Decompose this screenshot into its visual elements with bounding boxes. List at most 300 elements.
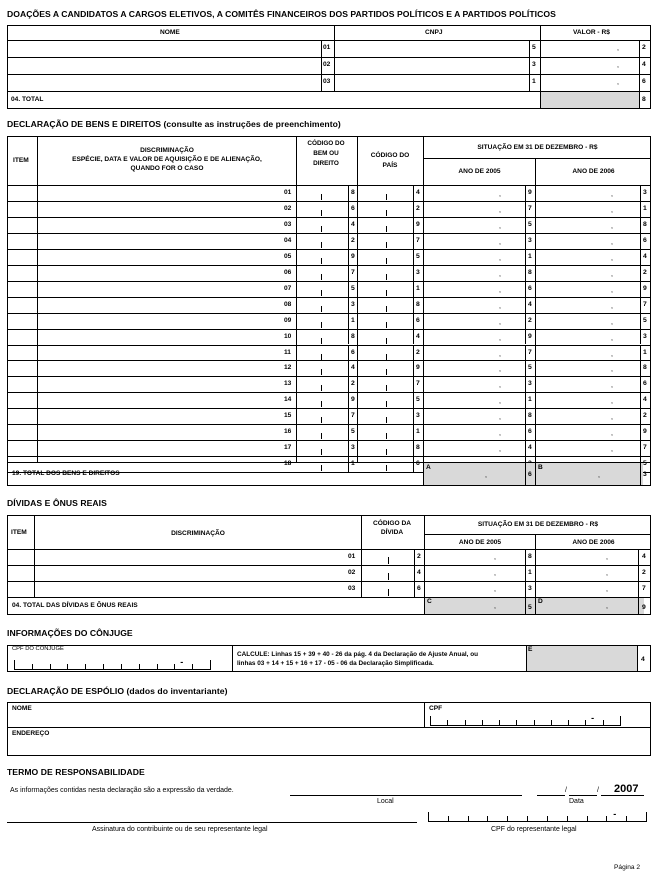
bens-b-comma: , — [611, 430, 613, 438]
bens-discriminacao-field[interactable] — [38, 282, 282, 296]
bens-cod-dv: 5 — [351, 428, 355, 436]
dividas-b-dv: 4 — [642, 553, 646, 560]
bens-pais-sep — [413, 424, 414, 440]
bens-pais-tick — [386, 433, 387, 439]
bens-2005-field[interactable] — [424, 346, 524, 360]
bens-a-dv: 9 — [528, 189, 532, 196]
bens-2005-field[interactable] — [424, 441, 524, 455]
dividas-total-c-letter: C — [427, 598, 432, 605]
bens-a-dv: 9 — [528, 332, 532, 340]
bens-pais-dv: 3 — [416, 412, 420, 420]
doacoes-cnpj-field[interactable] — [335, 41, 528, 56]
bens-pais-sep — [413, 360, 414, 376]
bens-row-number: 07 — [284, 284, 292, 292]
assinatura-line[interactable] — [7, 822, 417, 823]
bens-a-dv: 5 — [528, 364, 532, 372]
bens-cod-dv: 9 — [351, 252, 355, 260]
bens-discriminacao-field[interactable] — [38, 266, 282, 280]
dividas-col-cod: CÓDIGO DA DÍVIDA — [372, 520, 412, 537]
doacoes-valor-field[interactable] — [541, 75, 638, 90]
bens-2006-field[interactable] — [536, 377, 639, 391]
espolio-box — [7, 702, 651, 756]
bens-a-comma: , — [499, 398, 501, 406]
bens-2006-field[interactable] — [536, 314, 639, 328]
bens-2006-field[interactable] — [536, 266, 639, 280]
bens-2006-field[interactable] — [536, 409, 639, 423]
bens-2005-field[interactable] — [424, 282, 524, 296]
bens-b-sep — [640, 408, 641, 424]
bens-discriminacao-field[interactable] — [38, 298, 282, 312]
cpf-digit-tick — [210, 660, 211, 670]
bens-discriminacao-field[interactable] — [38, 186, 282, 200]
dividas-2006-field[interactable] — [536, 582, 637, 596]
bens-2006-field[interactable] — [536, 330, 639, 344]
dividas-discriminacao-field[interactable] — [35, 566, 345, 580]
bens-a-sep — [525, 424, 526, 440]
doacoes-title: DOAÇÕES A CANDIDATOS A CARGOS ELETIVOS, A COMITÊS FINANCEIROS DOS PARTIDOS POLÍTICOS E A PARTIDOS POLÍTICOS — [7, 9, 556, 19]
bens-a-comma: , — [499, 206, 501, 214]
bens-pais-tick — [386, 242, 387, 248]
bens-pais-tick — [386, 290, 387, 296]
dividas-total-c-dv: 5 — [528, 604, 532, 611]
cpf-dash: - — [591, 713, 595, 723]
bens-2005-field[interactable] — [424, 186, 524, 200]
bens-b-dv: 4 — [643, 252, 647, 260]
bens-a-comma: , — [499, 446, 501, 454]
bens-pais-tick — [386, 449, 387, 455]
doacoes-row-number: 02 — [323, 61, 331, 68]
bens-cod-sep — [348, 345, 349, 361]
bens-pais-dv: 7 — [416, 236, 420, 244]
dividas-2005-field[interactable] — [425, 550, 524, 564]
bens-cod-dv: 8 — [351, 189, 355, 196]
bens-b-comma: , — [611, 302, 613, 310]
bens-a-sep — [525, 233, 526, 249]
bens-b-dv: 5 — [643, 460, 647, 468]
bens-2006-field[interactable] — [536, 441, 639, 455]
doacoes-nome-field[interactable] — [8, 75, 320, 90]
bens-cod-sep — [348, 329, 349, 345]
bens-b-sep — [640, 201, 641, 217]
bens-cod-dv: 6 — [351, 204, 355, 212]
bens-pais-dv: 9 — [416, 364, 420, 372]
bens-b-comma: , — [611, 270, 613, 278]
bens-2006-field[interactable] — [536, 282, 639, 296]
bens-cod-tick — [321, 433, 322, 439]
bens-row-number: 16 — [284, 428, 292, 436]
doacoes-nome-field[interactable] — [8, 58, 320, 73]
bens-a-comma: , — [499, 222, 501, 230]
bens-pais-sep — [413, 313, 414, 329]
bens-b-comma: , — [611, 382, 613, 390]
bens-a-dv: 4 — [528, 444, 532, 452]
bens-b-sep — [640, 424, 641, 440]
doacoes-col-cnpj: CNPJ — [425, 29, 443, 36]
bens-pais-dv: 8 — [416, 300, 420, 308]
bens-pais-tick — [386, 226, 387, 232]
bens-a-sep — [525, 297, 526, 313]
cpf-digit-tick — [646, 812, 647, 822]
dividas-a-comma: , — [494, 554, 496, 561]
doacoes-cnpj-field[interactable] — [335, 75, 528, 90]
doacoes-col-nome: NOME — [160, 29, 180, 36]
bens-b-dv: 2 — [643, 412, 647, 420]
bens-2005-field[interactable] — [424, 393, 524, 407]
bens-b-dv: 5 — [643, 316, 647, 324]
bens-discriminacao-field[interactable] — [38, 314, 282, 328]
bens-b-sep — [640, 329, 641, 345]
bens-cod-dv: 2 — [351, 380, 355, 388]
bens-pais-dv: 6 — [416, 460, 420, 468]
bens-discriminacao-field[interactable] — [38, 393, 282, 407]
doacoes-valor-check-digit: 2 — [642, 44, 646, 51]
bens-a-dv: 3 — [528, 236, 532, 244]
bens-cod-dv: 3 — [351, 444, 355, 452]
bens-cod-sep — [348, 376, 349, 392]
bens-2006-field[interactable] — [536, 186, 639, 200]
dividas-2006-field[interactable] — [536, 550, 637, 564]
bens-b-sep — [640, 233, 641, 249]
bens-pais-sep — [413, 281, 414, 297]
bens-cod-sep — [348, 297, 349, 313]
dividas-cod-tick — [388, 589, 389, 596]
dividas-b-comma: , — [606, 570, 608, 577]
local-line[interactable] — [290, 795, 522, 796]
cpf-dash: - — [180, 657, 184, 667]
bens-row-number: 10 — [284, 332, 292, 340]
bens-pais-sep — [413, 440, 414, 456]
bens-row-number: 14 — [284, 396, 292, 404]
bens-b-comma: , — [611, 286, 613, 294]
bens-2006-field[interactable] — [536, 298, 639, 312]
bens-2006-field[interactable] — [536, 425, 639, 439]
bens-a-dv: 1 — [528, 396, 532, 404]
bens-pais-sep — [413, 201, 414, 217]
cpf-digit-tick — [620, 716, 621, 726]
bens-b-dv: 4 — [643, 396, 647, 404]
bens-pais-dv: 9 — [416, 220, 420, 228]
espolio-nome-label[interactable]: NOME — [12, 705, 32, 712]
bens-a-dv: 6 — [528, 428, 532, 436]
page-number: Página 2 — [614, 864, 641, 871]
dividas-title: DÍVIDAS E ÔNUS REAIS — [7, 498, 107, 508]
bens-a-dv: 7 — [528, 204, 532, 212]
bens-b-comma: , — [611, 206, 613, 214]
bens-2006-field[interactable] — [536, 250, 639, 264]
bens-discriminacao-field[interactable] — [38, 330, 282, 344]
bens-discriminacao-field[interactable] — [38, 202, 282, 216]
doacoes-valor-check-digit: 6 — [642, 78, 646, 85]
bens-b-sep — [640, 265, 641, 281]
bens-discriminacao-field[interactable] — [38, 425, 282, 439]
bens-row-number: 11 — [284, 348, 291, 356]
bens-cod-tick — [321, 242, 322, 248]
cpf-representante-field[interactable] — [428, 808, 646, 822]
dividas-cod-sep — [414, 565, 415, 581]
bens-a-comma: , — [499, 334, 501, 342]
bens-pais-dv: 6 — [416, 316, 420, 324]
bens-2006-field[interactable] — [536, 346, 639, 360]
dividas-b-sep — [638, 581, 639, 597]
dividas-total-d-letter: D — [538, 598, 543, 605]
bens-pais-tick — [386, 369, 387, 375]
bens-row-number: 18 — [284, 460, 292, 468]
bens-a-sep — [525, 345, 526, 361]
dividas-discriminacao-field[interactable] — [35, 550, 345, 564]
conjuge-cpf-field[interactable] — [14, 656, 210, 670]
bens-pais-tick — [386, 338, 387, 344]
bens-b-dv: 9 — [643, 428, 647, 436]
bens-2006-field[interactable] — [536, 202, 639, 216]
bens-a-sep — [525, 392, 526, 408]
bens-cod-tick — [321, 417, 322, 423]
bens-a-dv: 8 — [528, 268, 532, 276]
bens-col-disc-1: DISCRIMINAÇÃO — [140, 147, 194, 154]
bens-cod-sep — [348, 456, 349, 472]
bens-pais-dv: 7 — [416, 380, 420, 388]
bens-cod-tick — [321, 226, 322, 232]
cpf-dash: - — [613, 809, 617, 819]
bens-2005-field[interactable] — [424, 361, 524, 375]
bens-a-sep — [525, 265, 526, 281]
bens-2006-field[interactable] — [536, 218, 639, 232]
bens-pais-tick — [386, 274, 387, 280]
bens-pais-dv: 2 — [416, 204, 420, 212]
bens-cod-tick — [321, 290, 322, 296]
bens-2005-field[interactable] — [424, 425, 524, 439]
date-slash-2: / — [597, 787, 599, 794]
dividas-2006-field[interactable] — [536, 566, 637, 580]
bens-a-comma: , — [499, 318, 501, 326]
bens-b-dv: 8 — [643, 220, 647, 228]
bens-cod-sep — [348, 249, 349, 265]
bens-col-cod-pais: CÓDIGO DO PAÍS — [370, 152, 410, 170]
doacoes-total-dv: 8 — [642, 96, 646, 103]
dividas-cod-sep — [414, 549, 415, 565]
bens-b-sep — [640, 297, 641, 313]
bens-row-number: 01 — [284, 189, 292, 196]
bens-2006-field[interactable] — [536, 234, 639, 248]
dividas-a-comma: , — [494, 586, 496, 593]
dividas-b-sep — [638, 549, 639, 565]
bens-discriminacao-field[interactable] — [38, 377, 282, 391]
bens-pais-tick — [386, 417, 387, 423]
bens-a-comma: , — [499, 414, 501, 422]
conjuge-calcule-2: linhas 03 + 14 + 15 + 16 + 17 - 05 - 06 da Declaração Simplificada. — [237, 660, 434, 667]
local-label: Local — [377, 798, 394, 805]
bens-b-dv: 6 — [643, 236, 647, 244]
bens-cod-dv: 3 — [351, 300, 355, 308]
doacoes-valor-check-digit: 4 — [642, 61, 646, 68]
bens-a-sep — [525, 185, 526, 201]
bens-row-number: 12 — [284, 364, 292, 372]
termo-statement: As informações contidas nesta declaração são a expressão da verdade. — [10, 787, 234, 794]
bens-2005-field[interactable] — [424, 234, 524, 248]
bens-total-label: 19. TOTAL DOS BENS E DIREITOS — [12, 470, 120, 477]
bens-cod-tick — [321, 322, 322, 328]
dividas-row-number: 02 — [348, 569, 356, 576]
bens-pais-tick — [386, 354, 387, 360]
bens-cod-sep — [348, 233, 349, 249]
bens-pais-sep — [413, 233, 414, 249]
dividas-a-dv: 8 — [528, 553, 532, 560]
bens-cod-tick — [321, 465, 322, 471]
dividas-col-disc: DISCRIMINAÇÃO — [171, 530, 225, 537]
bens-2005-field[interactable] — [424, 298, 524, 312]
bens-cod-dv: 4 — [351, 364, 355, 372]
dividas-b-comma: , — [606, 586, 608, 593]
bens-2006-field[interactable] — [536, 393, 639, 407]
dividas-b-dv: 2 — [642, 569, 646, 576]
bens-2005-field[interactable] — [424, 218, 524, 232]
dividas-2005-field[interactable] — [425, 582, 524, 596]
assinatura-label: Assinatura do contribuinte ou de seu representante legal — [92, 826, 268, 833]
conjuge-title: INFORMAÇÕES DO CÔNJUGE — [7, 628, 133, 638]
bens-cod-sep — [348, 217, 349, 233]
bens-b-comma: , — [611, 318, 613, 326]
bens-b-comma: , — [611, 334, 613, 342]
date-year: 2007 — [614, 783, 639, 795]
bens-b-dv: 8 — [643, 364, 647, 372]
bens-b-comma: , — [611, 350, 613, 358]
dividas-b-comma: , — [606, 554, 608, 561]
bens-pais-dv: 3 — [416, 268, 420, 276]
bens-discriminacao-field[interactable] — [38, 409, 282, 423]
data-label: Data — [569, 798, 584, 805]
bens-cod-dv: 7 — [351, 412, 355, 420]
bens-a-dv: 6 — [528, 284, 532, 292]
dividas-col-ano2: ANO DE 2006 — [572, 539, 615, 546]
bens-pais-tick — [386, 322, 387, 328]
bens-pais-tick — [386, 194, 387, 200]
dividas-b-dv: 7 — [642, 585, 646, 592]
bens-b-comma: , — [611, 191, 613, 198]
bens-cod-sep — [348, 201, 349, 217]
bens-cod-sep — [348, 313, 349, 329]
bens-discriminacao-field[interactable] — [38, 361, 282, 375]
dividas-2005-field[interactable] — [425, 566, 524, 580]
bens-a-comma: , — [499, 366, 501, 374]
conjuge-e-dv: 4 — [641, 656, 645, 663]
bens-cod-dv: 4 — [351, 220, 355, 228]
cpf-baseline — [428, 821, 646, 822]
espolio-endereco-label[interactable]: ENDEREÇO — [12, 730, 50, 737]
bens-cod-tick — [321, 210, 322, 216]
bens-a-sep — [525, 440, 526, 456]
bens-cod-sep — [348, 392, 349, 408]
bens-discriminacao-field[interactable] — [38, 234, 282, 248]
bens-cod-sep — [348, 360, 349, 376]
bens-row-number: 03 — [284, 220, 292, 228]
bens-cod-tick — [321, 385, 322, 391]
bens-total-a-dv: 6 — [528, 471, 532, 478]
dividas-col-ano1: ANO DE 2005 — [458, 539, 502, 546]
bens-2005-field[interactable] — [424, 330, 524, 344]
bens-b-dv: 1 — [643, 348, 647, 356]
bens-discriminacao-field[interactable] — [38, 346, 282, 360]
bens-a-comma: , — [499, 286, 501, 294]
bens-pais-tick — [386, 385, 387, 391]
dividas-b-sep — [638, 565, 639, 581]
dividas-cod-tick — [388, 557, 389, 564]
bens-2005-field[interactable] — [424, 202, 524, 216]
bens-a-sep — [525, 281, 526, 297]
doacoes-valor-field[interactable] — [541, 41, 638, 56]
bens-cod-tick — [321, 354, 322, 360]
bens-row-number: 13 — [284, 380, 292, 388]
espolio-title: DECLARAÇÃO DE ESPÓLIO (dados do inventariante) — [7, 686, 228, 696]
dividas-col-situacao: SITUAÇÃO EM 31 DE DEZEMBRO - R$ — [477, 521, 599, 528]
date-slash-1: / — [565, 787, 567, 794]
dividas-discriminacao-field[interactable] — [35, 582, 345, 596]
bens-a-sep — [525, 249, 526, 265]
bens-col-ano1: ANO DE 2005 — [458, 168, 501, 175]
bens-2005-field[interactable] — [424, 266, 524, 280]
doacoes-col-valor: VALOR - R$ — [573, 29, 610, 36]
bens-pais-tick — [386, 258, 387, 264]
bens-discriminacao-field[interactable] — [38, 250, 282, 264]
bens-row-number: 08 — [284, 300, 292, 308]
espolio-cpf-label: CPF — [429, 705, 443, 712]
bens-2006-field[interactable] — [536, 361, 639, 375]
bens-2005-field[interactable] — [424, 314, 524, 328]
bens-a-dv: 5 — [528, 220, 532, 228]
doacoes-nome-field[interactable] — [8, 41, 320, 56]
bens-total-b-dv: 3 — [643, 471, 647, 478]
bens-cod-sep — [348, 440, 349, 456]
bens-total-b-letter: B — [538, 464, 543, 471]
bens-discriminacao-field[interactable] — [38, 218, 282, 232]
bens-cod-dv: 5 — [351, 284, 355, 292]
bens-discriminacao-field[interactable] — [38, 441, 282, 455]
bens-b-dv: 3 — [643, 332, 647, 340]
bens-2005-field[interactable] — [424, 409, 524, 423]
bens-pais-dv: 1 — [416, 284, 420, 292]
espolio-cpf-field[interactable] — [430, 712, 620, 726]
dividas-row-number: 01 — [348, 553, 356, 560]
bens-2005-field[interactable] — [424, 250, 524, 264]
bens-b-comma: , — [611, 222, 613, 230]
bens-pais-dv: 4 — [416, 189, 420, 196]
dividas-a-sep — [525, 549, 526, 565]
bens-pais-dv: 5 — [416, 252, 420, 260]
bens-b-comma: , — [611, 398, 613, 406]
bens-pais-sep — [413, 456, 414, 472]
conjuge-calcule-1: CALCULE: Linhas 15 + 39 + 40 - 26 da pág. 4 da Declaração de Ajuste Anual, ou — [237, 651, 479, 658]
cpf-representante-label: CPF do representante legal — [491, 826, 577, 833]
bens-cod-tick — [321, 194, 322, 200]
bens-a-sep — [525, 329, 526, 345]
doacoes-cnpj-field[interactable] — [335, 58, 528, 73]
bens-2005-field[interactable] — [424, 377, 524, 391]
bens-a-comma: , — [499, 302, 501, 310]
bens-a-comma: , — [499, 430, 501, 438]
bens-cod-dv: 8 — [351, 332, 355, 340]
bens-cod-dv: 9 — [351, 396, 355, 404]
dividas-a-comma: , — [494, 570, 496, 577]
bens-a-sep — [525, 360, 526, 376]
bens-col-disc-3: QUANDO FOR O CASO — [130, 165, 204, 172]
bens-pais-dv: 4 — [416, 332, 420, 340]
bens-a-dv: 8 — [528, 412, 532, 420]
bens-cod-sep — [348, 408, 349, 424]
bens-a-sep — [525, 201, 526, 217]
bens-b-comma: , — [611, 446, 613, 454]
bens-b-sep — [640, 392, 641, 408]
bens-a-dv: 3 — [528, 380, 532, 388]
doacoes-valor-field[interactable] — [541, 58, 638, 73]
bens-cod-tick — [321, 306, 322, 312]
